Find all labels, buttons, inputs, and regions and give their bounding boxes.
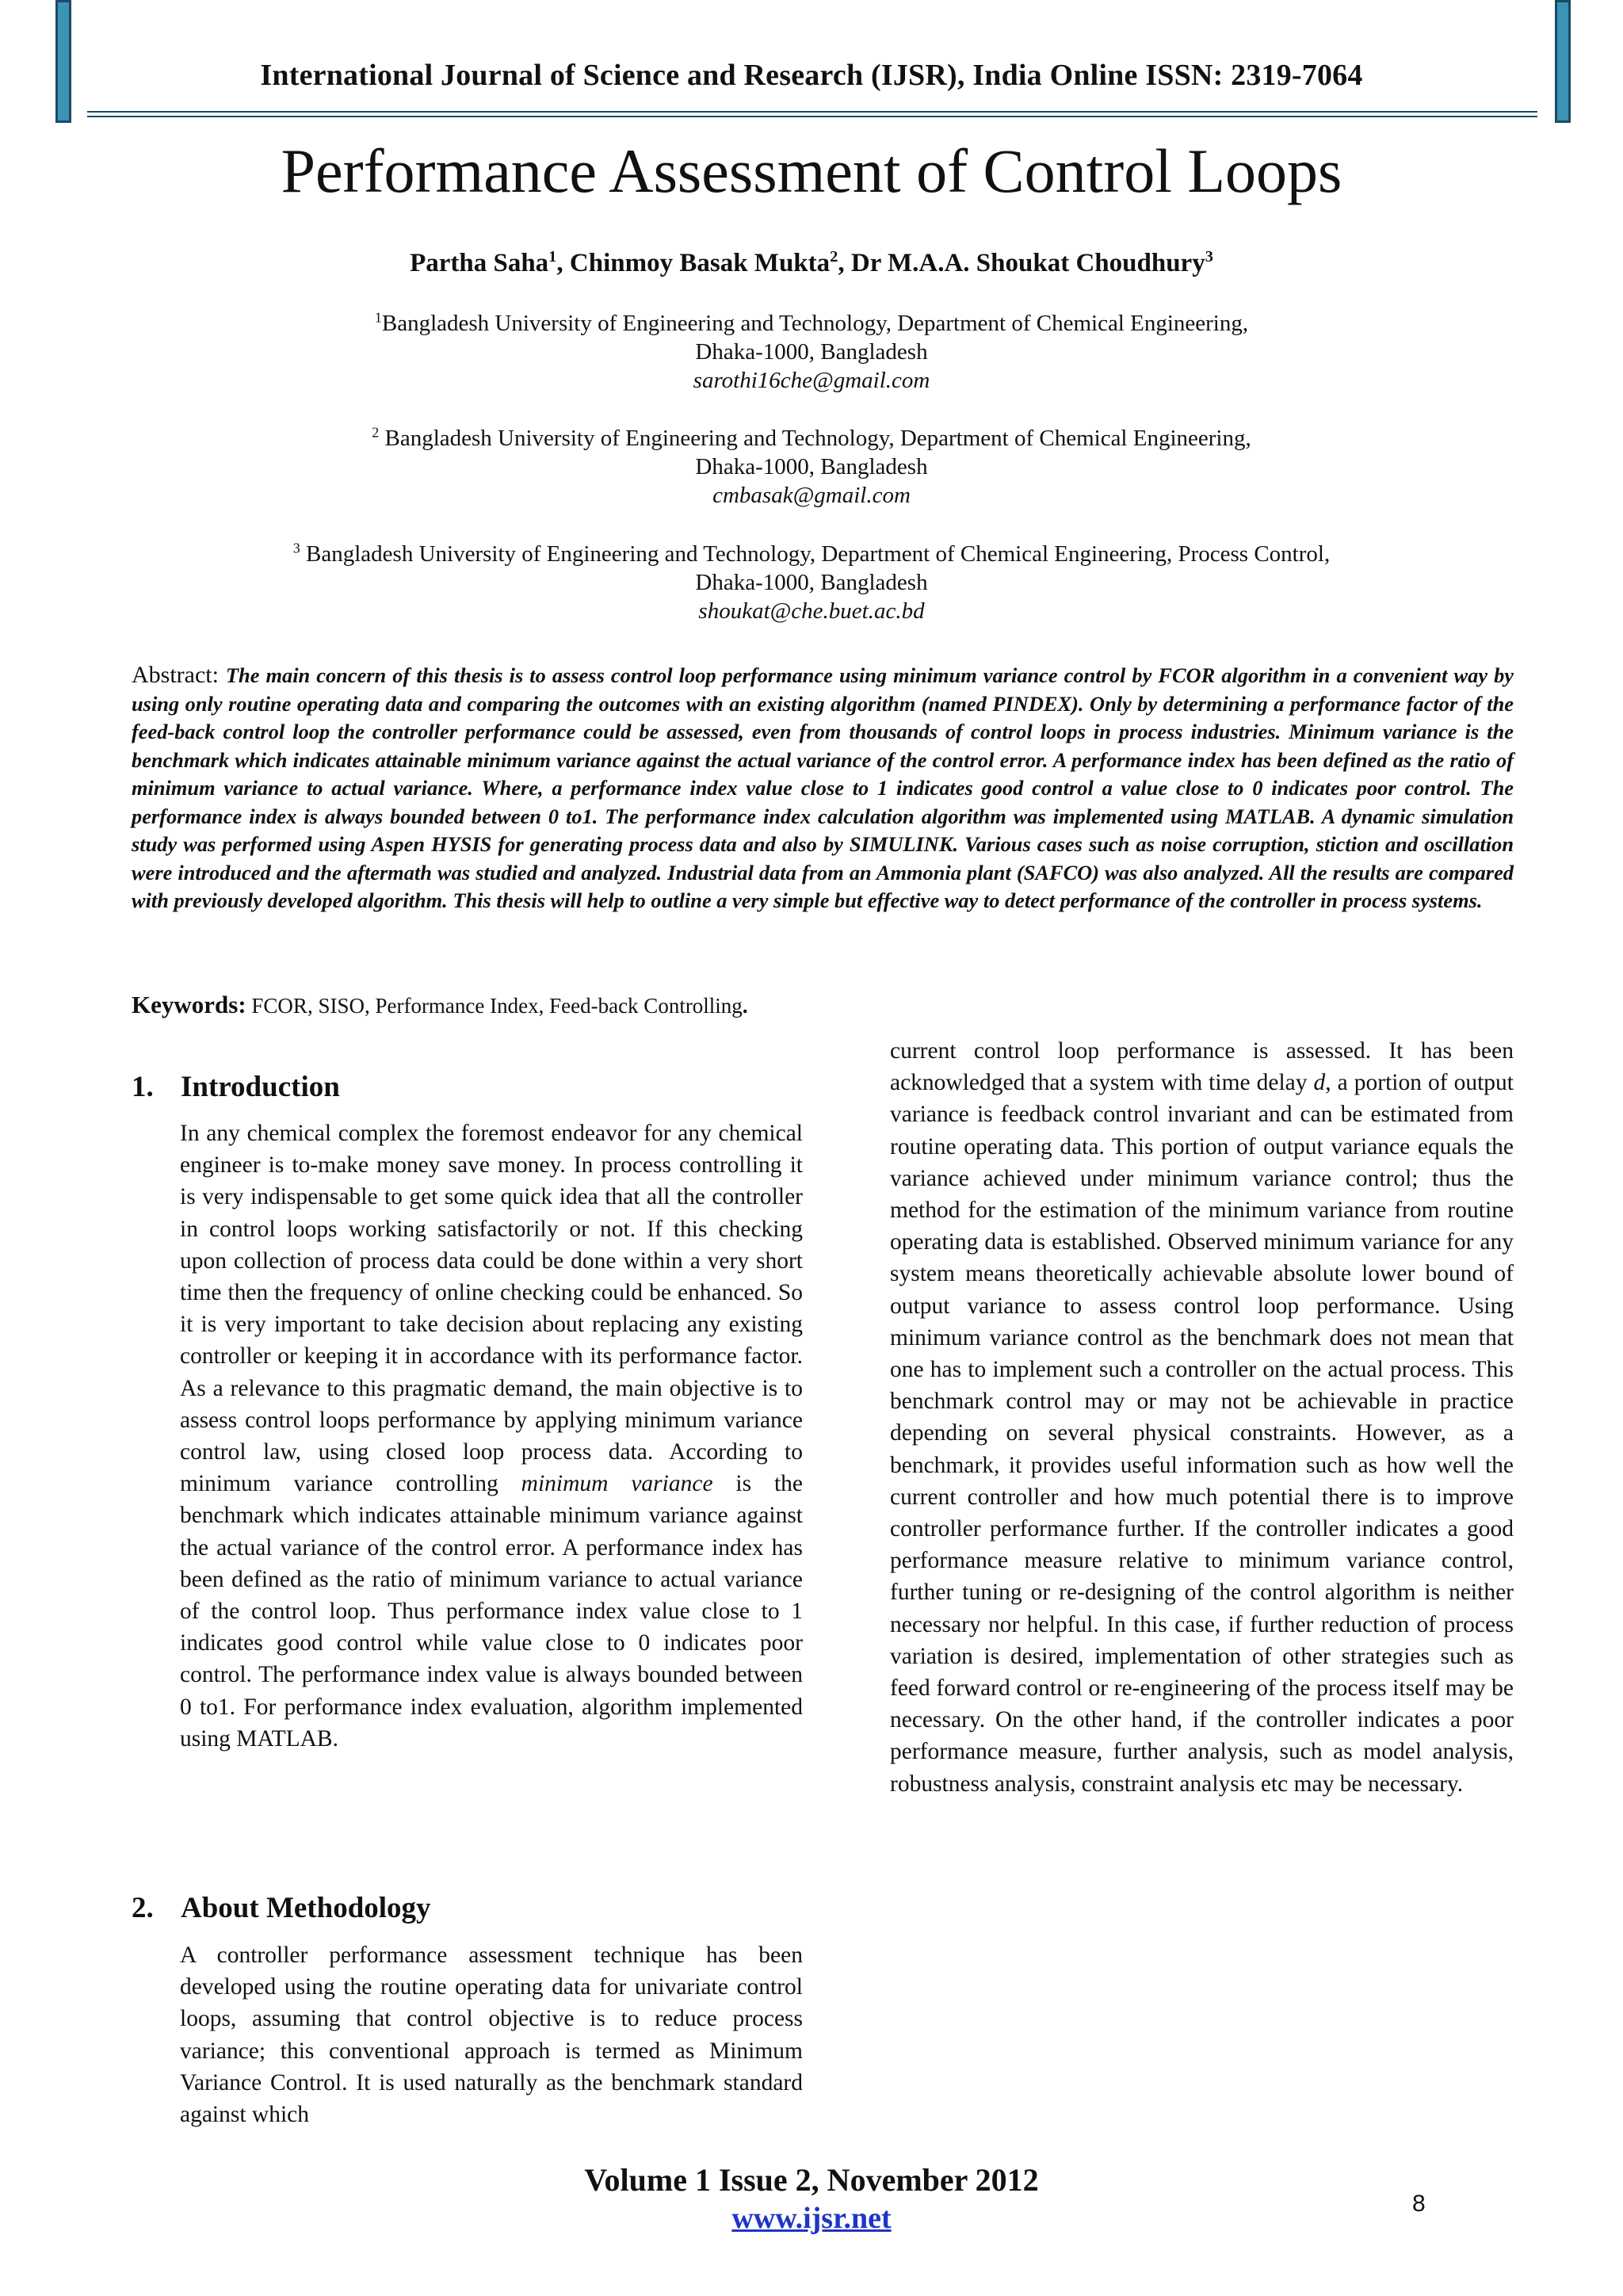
affiliation-institution: Bangladesh University of Engineering and Technology, Department of Chemical Engineering, Process Control, <box>300 541 1331 567</box>
footer-url-link[interactable]: www.ijsr.net <box>731 2202 892 2235</box>
affiliation-line <box>0 309 1623 338</box>
introduction-paragraph <box>180 1117 803 1755</box>
section-heading-introduction <box>132 1070 340 1104</box>
keywords-text: FCOR, SISO, Performance Index, Feed-back Controlling <box>246 994 743 1018</box>
paragraph-text: is the benchmark which indicates attainable minimum variance against the actual variance of the control error. A performance index has been defined as the ratio of minimum variance to actual variance of the control loop. Thus performance index value close to 1 indicates good control while value close to 0 indicates poor control. The performance index value is always bounded between 0 to1. For performance index evaluation, algorithm implemented using MATLAB. <box>180 1471 804 1752</box>
paper-title: Performance Assessment of Control Loops <box>281 136 1342 205</box>
author-separator: , <box>556 249 570 277</box>
affiliation-city: Dhaka-1000, Bangladesh <box>695 454 928 479</box>
keywords-end: . <box>742 994 748 1018</box>
header-rule <box>87 111 1537 117</box>
section-number: 2. <box>132 1892 154 1924</box>
keywords <box>132 991 1514 1020</box>
section-title: About Methodology <box>181 1892 431 1924</box>
section-heading-methodology <box>132 1891 431 1925</box>
paragraph-text: , a portion of output variance is feedback control invariant and can be estimated from routine operating data. This portion of output variance equals the variance achieved under minimum variance control; thus the method for the estimation of the minimum variance from routine operating data is established. Observed minimum variance for any system means theoretically achievable absolute lower bound of output variance to assess control loop performance. Using minimum variance control as the benchmark does not mean that one has to implement such a controller on the actual process. This benchmark control may or may not be achievable in practice depending on several physical constraints. However, as a benchmark, it provides useful information such as how well the current controller and how much potential there is to improve controller performance further. If the controller indicates a good performance measure relative to minimum variance control, further tuning or re-designing of the control algorithm is neither necessary nor helpful. In this case, if further reduction of process variation is desired, implementation of other strategies such as feed forward control or re-engineering of the process itself may be necessary. On the other hand, if the controller indicates a poor performance measure, further analysis, such as model analysis, robustness analysis, constraint analysis etc may be necessary. <box>890 1070 1514 1797</box>
paragraph-text: In any chemical complex the foremost endeavor for any chemical engineer is to-make money save money. In process controlling it is very indispensable to get some quick idea that all the controller in control loops working satisfactorily or not. If this checking upon collection of process data could be done within a very short time then the frequency of online checking could be enhanced. So it is very important to take decision about replacing any existing controller or keeping it in accordance with its performance factor. As a relevance to this pragmatic demand, the main objective is to assess control loops performance by applying minimum variance control law, using closed loop process data. According to minimum variance controlling <box>180 1121 803 1497</box>
affiliation-line <box>0 540 1623 568</box>
author-affiliation-mark: 2 <box>830 248 838 266</box>
author-list <box>0 249 1623 278</box>
affiliation-mark: 1 <box>374 309 382 326</box>
author-email[interactable]: cmbasak@gmail.com <box>712 483 911 508</box>
page-number: 8 <box>1412 2191 1426 2217</box>
emphasis-text: minimum variance <box>521 1471 713 1497</box>
affiliation-line <box>0 424 1623 453</box>
author-affiliation-mark: 3 <box>1205 248 1213 266</box>
journal-header: International Journal of Science and Research (IJSR), India Online ISSN: 2319-7064 <box>260 59 1363 92</box>
affiliation-institution: Bangladesh University of Engineering and Technology, Department of Chemical Engineering, <box>381 311 1249 336</box>
abstract-label: Abstract: <box>132 662 226 688</box>
affiliation-city: Dhaka-1000, Bangladesh <box>695 570 928 595</box>
author-email[interactable]: shoukat@che.buet.ac.bd <box>698 598 925 624</box>
affiliation-block <box>0 424 1623 510</box>
author-email[interactable]: sarothi16che@gmail.com <box>693 368 930 393</box>
right-column-paragraph <box>890 1035 1514 1800</box>
author-name: Chinmoy Basak Mukta <box>569 249 831 277</box>
author-name: Dr M.A.A. Shoukat Choudhury <box>850 249 1205 277</box>
abstract-text: The main concern of this thesis is to assess control loop performance using minimum variance control by FCOR algorithm in a convenient way by using only routine operating data and comparing the outcomes with an existing algorithm (named PINDEX). Only by determining a performance factor of the feed-back control loop the controller performance could be assessed, even from thousands of control loops in process industries. Minimum variance is the benchmark which indicates attainable minimum variance against the actual variance of the control error. A performance index has been defined as the ratio of minimum variance to actual variance. Where, a performance index value close to 1 indicates good control a value close to 0 indicates poor control. The performance index is always bounded between 0 to1. The performance index calculation algorithm was implemented using MATLAB. A dynamic simulation study was performed using Aspen HYSIS for generating process data and also by SIMULINK. Various cases such as noise corruption, stiction and oscillation were introduced and the aftermath was studied and analyzed. Industrial data from an Ammonia plant (SAFCO) was also analyzed. All the results are compared with previously developed algorithm. This thesis will help to outline a very simple but effective way to detect performance of the controller in process systems. <box>132 663 1514 912</box>
affiliation-city: Dhaka-1000, Bangladesh <box>695 339 928 365</box>
affiliation-block <box>0 309 1623 395</box>
affiliation-block <box>0 540 1623 625</box>
emphasis-text: d <box>1313 1070 1326 1096</box>
section-title: Introduction <box>181 1071 340 1103</box>
author-separator: , <box>838 249 851 277</box>
section-number: 1. <box>132 1071 154 1103</box>
author-affiliation-mark: 1 <box>548 248 557 266</box>
affiliation-mark: 2 <box>372 424 380 441</box>
footer-volume: Volume 1 Issue 2, November 2012 <box>584 2162 1039 2198</box>
affiliation-mark: 3 <box>292 540 300 556</box>
paragraph-text: current control loop performance is assessed. It has been acknowledged that a system with time delay <box>890 1038 1514 1096</box>
methodology-paragraph: A controller performance assessment technique has been developed using the routine operating data for univariate control loops, assuming that control objective is to reduce process variance; this conventional approach is termed as Minimum Variance Control. It is used naturally as the benchmark standard against which <box>180 1943 803 2128</box>
author-name: Partha Saha <box>410 249 549 277</box>
abstract <box>132 661 1514 915</box>
keywords-label: Keywords: <box>132 991 246 1018</box>
affiliation-institution: Bangladesh University of Engineering and Technology, Department of Chemical Engineering, <box>379 426 1251 451</box>
